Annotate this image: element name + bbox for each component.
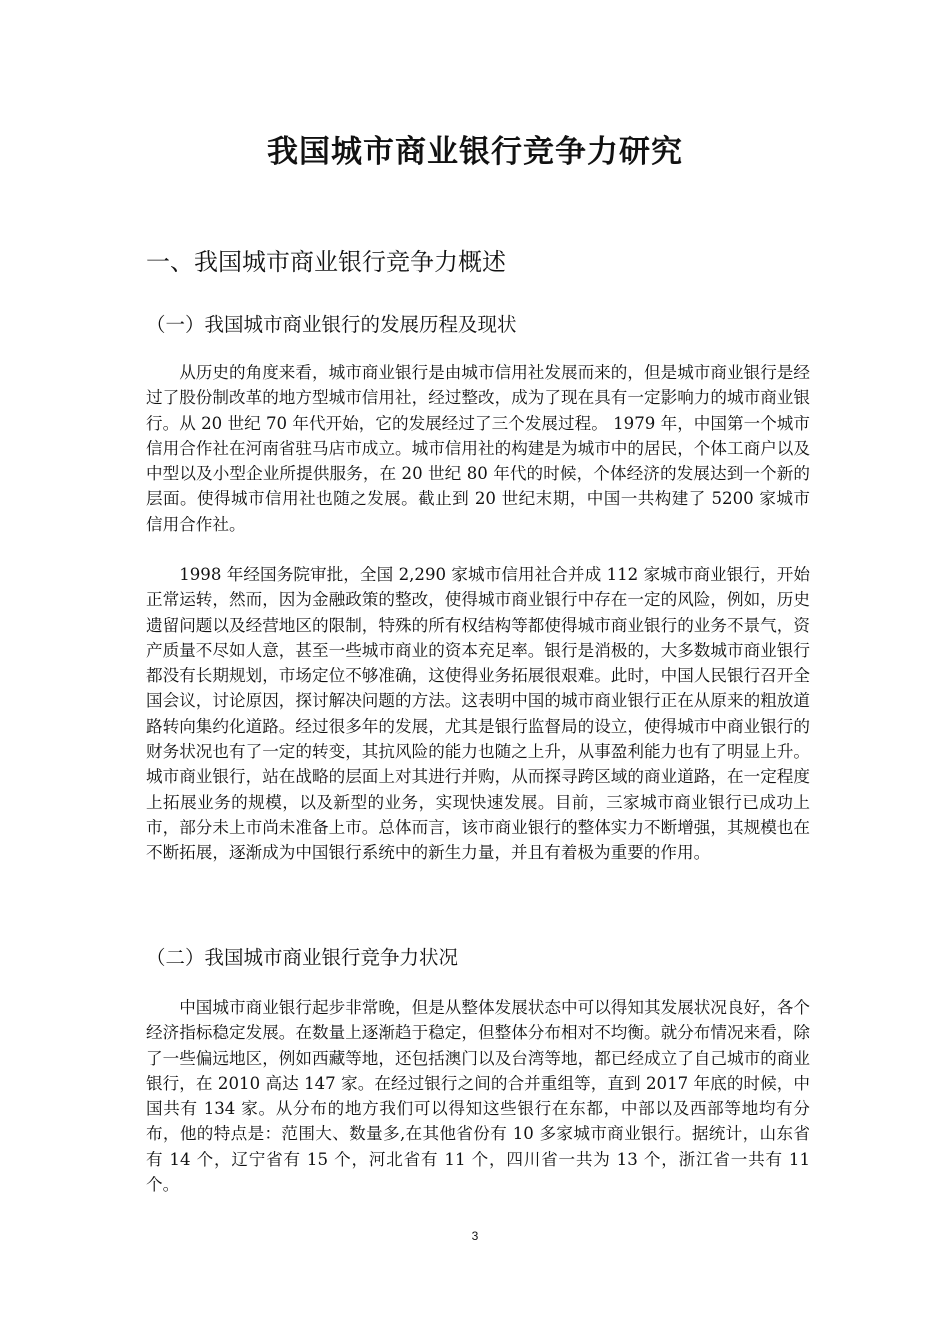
document-title: 我国城市商业银行竞争力研究 xyxy=(267,134,683,170)
body-paragraph: 中国城市商业银行起步非常晚，但是从整体发展状态中可以得知其发展状况良好，各个经济指标稳定发展。在数量上逐渐趋于稳定，但整体分布相对不均衡。就分布情况来看，除了一些偏远地区，例如西藏等地，还包括澳门以及台湾等地，都已经成立了自己城市的商业银行，在 2010 高达 147 家。在经过银行之间的合并重组等，直到 2017 年底的时候，中国共有 134 家。从分布的地方我们可以得知这些银行在东都，中部以及西部等地均有分布，他的特点是：范围大、数量多,在其他省份有 10 多家城市商业银行。据统计，山东省有 14 个，辽宁省有 15 个，河北省有 11 个，四川省一共为 13 个，浙江省一共有 11 个。 xyxy=(146,998,810,1195)
body-paragraph: 1998 年经国务院审批，全国 2,290 家城市信用社合并成 112 家城市商业银行，开始正常运转，然而，因为金融政策的整改，使得城市商业银行中存在一定的风险，例如，历史遗留问题以及经营地区的限制，特殊的所有权结构等都使得城市商业银行的业务不景气，资产质量不尽如人意，甚至一些城市商业的资本充足率。银行是消极的，大多数城市商业银行都没有长期规划，市场定位不够准确，这使得业务拓展很艰难。此时，中国人民银行召开全国会议，讨论原因，探讨解决问题的方法。这表明中国的城市商业银行正在从原来的粗放道路转向集约化道路。经过很多年的发展，尤其是银行监督局的设立，使得城市中商业银行的财务状况也有了一定的转变，其抗风险的能力也随之上升，从事盈利能力也有了明显上升。城市商业银行，站在战略的层面上对其进行并购，从而探寻跨区域的商业道路，在一定程度上拓展业务的规模，以及新型的业务，实现快速发展。目前，三家城市商业银行已成功上市，部分未上市尚未准备上市。总体而言，该市商业银行的整体实力不断增强，其规模也在不断拓展，逐渐成为中国银行系统中的新生力量，并且有着极为重要的作用。 xyxy=(146,565,810,863)
page-number: 3 xyxy=(471,1229,479,1243)
subsection-heading-1: （一）我国城市商业银行的发展历程及现状 xyxy=(146,313,517,336)
subsection-heading-2: （二）我国城市商业银行竞争力状况 xyxy=(146,946,459,969)
body-paragraph: 从历史的角度来看，城市商业银行是由城市信用社发展而来的，但是城市商业银行是经过了股份制改革的地方型城市信用社，经过整改，成为了现在具有一定影响力的城市商业银行。从 20 世纪 70 年代开始，它的发展经过了三个发展过程。 1979 年，中国第一个城市信用合作社在河南省驻马店市成立。城市信用社的构建是为城市中的居民，个体工商户以及中型以及小型企业所提供服务，在 20 世纪 80 年代的时候，个体经济的发展达到一个新的层面。使得城市信用社也随之发展。截止到 20 世纪末期，中国一共构建了 5200 家城市信用合作社。 xyxy=(146,363,810,534)
section-heading-1: 一、我国城市商业银行竞争力概述 xyxy=(146,248,506,276)
